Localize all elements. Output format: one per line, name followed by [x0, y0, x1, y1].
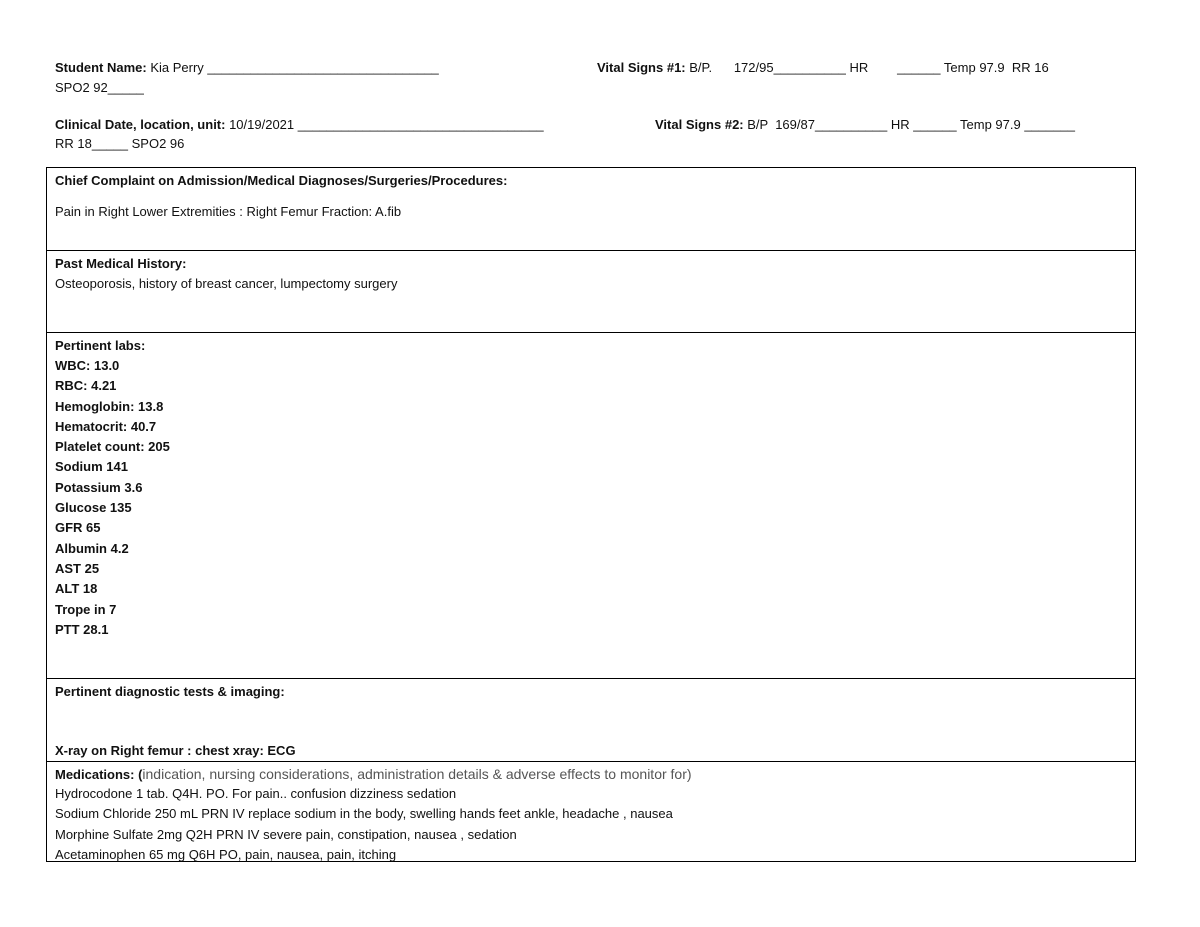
medication-item: Morphine Sulfate 2mg Q2H PRN IV severe pain, constipation, nausea , sedation [55, 826, 517, 842]
diagnostics-section [47, 678, 1135, 761]
chief-complaint-section [47, 168, 1135, 250]
vital-signs-2-value: B/P 169/87__________ HR ______ Temp 97.9 _______ [743, 117, 1075, 132]
past-medical-history-title: Past Medical History: [55, 256, 187, 271]
vital-signs-1-value: B/P. 172/95__________ HR ______ Temp 97.9 RR 16 [685, 60, 1049, 75]
spo2-line-1: SPO2 92_____ [55, 80, 144, 95]
diagnostics-title: Pertinent diagnostic tests & imaging: [55, 684, 285, 699]
medications-title: Medications: ( [55, 767, 143, 782]
medication-item: Acetaminophen 65 mg Q6H PO, pain, nausea, pain, itching [55, 846, 397, 862]
vital-signs-1-label: Vital Signs #1: [597, 60, 686, 75]
lab-item: AST 25 [55, 560, 100, 576]
clinical-date-label: Clinical Date, location, unit: [55, 117, 226, 132]
student-name-row [55, 58, 439, 77]
medications-title-note: indication, nursing considerations, administration details & adverse effects to monitor for) [142, 766, 692, 782]
pertinent-labs-section [47, 332, 1135, 678]
lab-item: RBC: 4.21 [55, 378, 117, 394]
lab-item: Platelet count: 205 [55, 439, 170, 455]
labs-title: Pertinent labs: [55, 338, 146, 353]
lab-item: Potassium 3.6 [55, 479, 143, 495]
vital-signs-2-label: Vital Signs #2: [655, 117, 744, 132]
medication-item: Hydrocodone 1 tab. Q4H. PO. For pain.. confusion dizziness sedation [55, 786, 457, 801]
student-name-label: Student Name: [55, 60, 147, 75]
medications-section [47, 761, 1135, 863]
lab-item: Sodium 141 [55, 459, 128, 475]
lab-item: Trope in 7 [55, 601, 117, 617]
chief-complaint-text: Pain in Right Lower Extremities : Right Femur Fraction: A.fib [55, 204, 402, 219]
lab-item: Glucose 135 [55, 500, 132, 516]
medication-item: Sodium Chloride 250 mL PRN IV replace sodium in the body, swelling hands feet ankle, headache , nausea [55, 806, 673, 822]
diagnostics-text: X-ray on Right femur : chest xray: ECG [55, 743, 296, 758]
lab-item: ALT 18 [55, 581, 98, 597]
clinical-date-row [55, 115, 544, 134]
lab-item: GFR 65 [55, 520, 101, 536]
patient-form-table [46, 167, 1136, 862]
lab-item: Hemoglobin: 13.8 [55, 398, 164, 414]
lab-item: Albumin 4.2 [55, 540, 129, 556]
lab-item: PTT 28.1 [55, 621, 109, 637]
clinical-date-value: 10/19/2021 __________________________________ [225, 117, 544, 132]
vital-signs-2 [655, 115, 1075, 134]
past-medical-history-text: Osteoporosis, history of breast cancer, lumpectomy surgery [55, 276, 398, 291]
lab-item: Hematocrit: 40.7 [55, 418, 157, 434]
rr-spo2-line-2: RR 18_____ SPO2 96 [55, 136, 185, 151]
medications-title-row [55, 765, 1127, 784]
past-medical-history-section [47, 250, 1135, 332]
lab-item: WBC: 13.0 [55, 358, 120, 373]
student-name-value: Kia Perry ________________________________ [146, 60, 439, 75]
chief-complaint-title: Chief Complaint on Admission/Medical Diagnoses/Surgeries/Procedures: [55, 173, 508, 188]
vital-signs-1 [597, 58, 1049, 77]
